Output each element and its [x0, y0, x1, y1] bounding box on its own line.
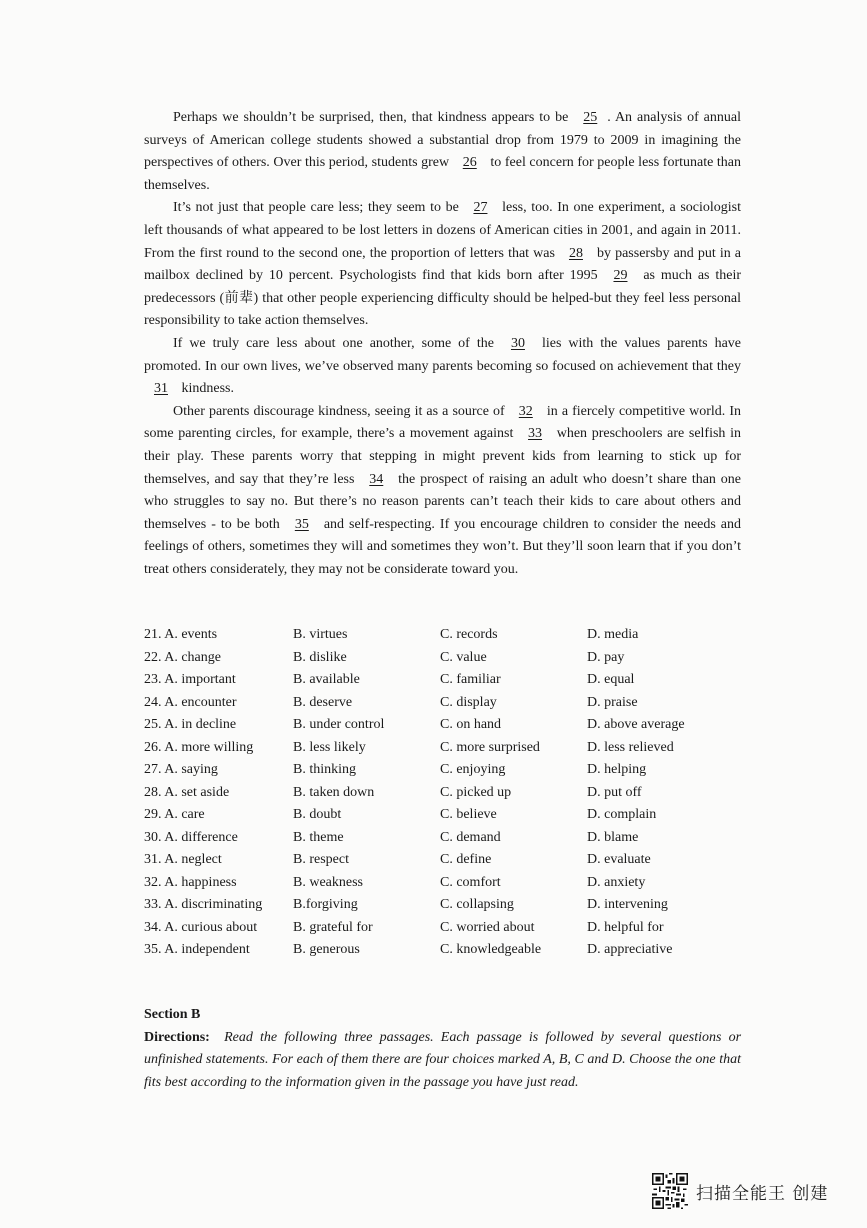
blank-34: 34 [369, 471, 384, 487]
option-row-34: 34. A. curious about B. grateful for C. worried about D. helpful for [144, 919, 664, 935]
qr-code-icon [652, 1173, 688, 1209]
directions-label: Directions: [144, 1029, 210, 1045]
paragraph-4: Other parents discourage kindness, seeing it as a source of 32 in a fiercely competitive world. In some parenting circles, for example, there’s a movement against 33 when preschoolers are selfish in their play. These parents worry that stepping in might prevent kids from learning to stick up for themselves, and say that they’re less 34 the prospect of raising an adult who doesn’t share than one who struggles to say no. But there’s no reason parents can’t teach their kids to care about others and themselves - to be both 35 and self-respecting. If you encourage children to consider the needs and feelings of others, sometimes they will and sometimes they won’t. But they’ll soon learn that if you don’t treat others considerately, they may not be considerate toward you. [144, 401, 741, 582]
directions-text: Read the following three passages. Each passage is followed by several questions or unfinished statements. For each of them there are four choices marked A, B, C and D. Choose the one that fits best according to the information given in the passage you have just read. [144, 1029, 742, 1090]
option-row-27: 27. A. saying B. thinking C. enjoying D. helping [144, 762, 647, 777]
section-b [144, 1004, 741, 1094]
blank-32: 32 [518, 403, 533, 419]
blank-26: 26 [462, 155, 477, 171]
option-row-30: 30. A. difference B. theme C. demand D. blame [144, 829, 639, 845]
option-row-23: 23. A. important B. available C. familiar D. equal [144, 672, 635, 687]
option-row-31: 31. A. neglect B. respect C. define D. evaluate [144, 852, 651, 867]
option-row-33: 33. A. discriminating B.forgiving C. collapsing D. intervening [144, 897, 668, 912]
blank-35: 35 [294, 516, 309, 532]
scanner-watermark [652, 1173, 828, 1209]
section-title: Section B [144, 1007, 201, 1022]
option-row-29: 29. A. care B. doubt C. believe D. complain [144, 807, 657, 822]
option-row-28: 28. A. set aside B. taken down C. picked up D. put off [144, 784, 642, 800]
watermark-text: 扫描全能王 创建 [696, 1183, 829, 1204]
blank-30: 30 [510, 335, 525, 351]
option-row-26: 26. A. more willing B. less likely C. more surprised D. less relieved [144, 739, 674, 755]
option-row-24: 24. A. encounter B. deserve C. display D. praise [144, 694, 638, 710]
blank-28: 28 [568, 245, 583, 261]
option-row-35: 35. A. independent B. generous C. knowledgeable D. appreciative [144, 942, 673, 957]
blank-29: 29 [613, 268, 628, 284]
blank-27: 27 [473, 200, 488, 216]
paragraph-1: Perhaps we shouldn’t be surprised, then, that kindness appears to be 25 . An analysis of annual surveys of American college students showed a substantial drop from 1979 to 2009 in imagining the perspectives of others. Over this period, students grew 26 to feel concern for people less fortunate than themselves. [144, 107, 741, 197]
answer-options [144, 624, 744, 962]
blank-25: 25 [583, 110, 598, 125]
option-row-21: 21. A. events B. virtues C. records D. media [144, 627, 639, 642]
directions [144, 1027, 741, 1095]
cloze-passage [144, 107, 741, 581]
paragraph-3: If we truly care less about one another, some of the 30 lies with the values parents have promoted. In our own lives, we’ve observed many parents becoming so focused on achievement that they 31 kindness. [144, 333, 741, 401]
option-row-32: 32. A. happiness B. weakness C. comfort D. anxiety [144, 874, 646, 890]
paragraph-2: It’s not just that people care less; they seem to be 27 less, too. In one experiment, a sociologist left thousands of what appeared to be lost letters in dozens of American cities in 2001, and again in 2011. From the first round to the second one, the proportion of letters that was 28 by passersby and put in a mailbox declined by 10 percent. Psychologists find that kids born after 1995 29 as much as their predecessors (前辈) that other people experiencing difficulty should be helped-but they feel less personal responsibility to take action themselves. [144, 197, 741, 333]
option-row-25: 25. A. in decline B. under control C. on hand D. above average [144, 717, 685, 732]
blank-33: 33 [528, 426, 543, 442]
option-row-22: 22. A. change B. dislike C. value D. pay [144, 649, 625, 665]
blank-31: 31 [154, 381, 168, 397]
